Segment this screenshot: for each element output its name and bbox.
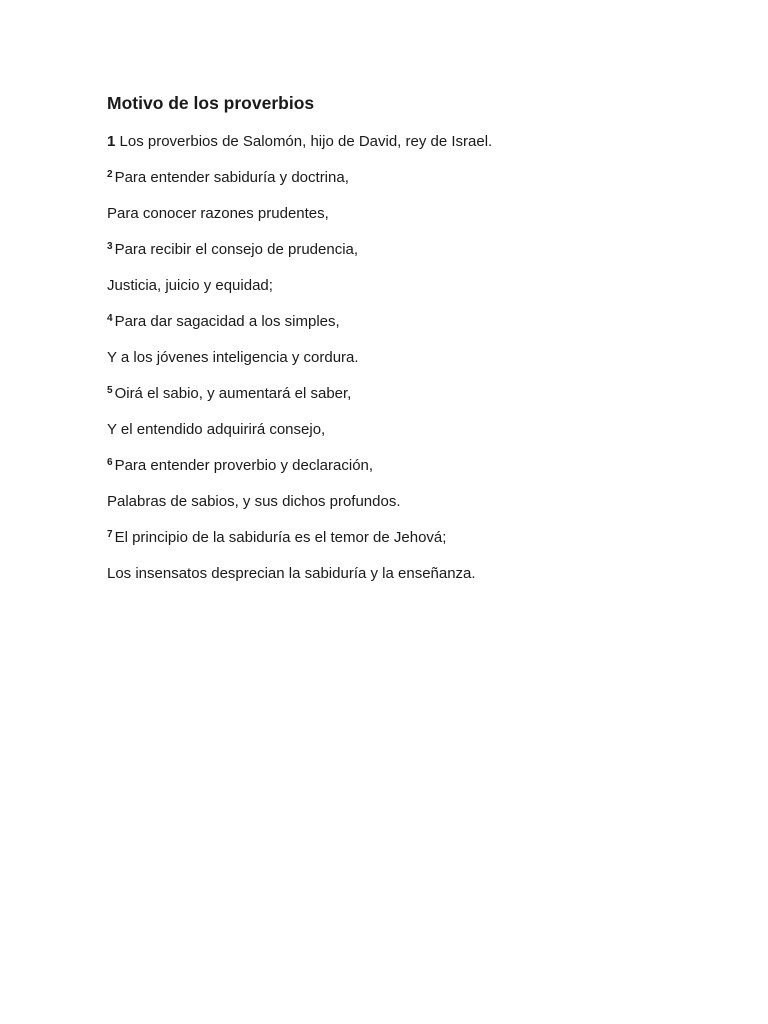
- verse-number: 7: [107, 529, 113, 540]
- verse-line-7: [107, 527, 727, 563]
- verse-text: Y a los jóvenes inteligencia y cordura.: [107, 349, 359, 366]
- verse-number: 5: [107, 385, 113, 396]
- verse-text: Para recibir el consejo de prudencia,: [114, 241, 359, 258]
- verse-line-continuation: [107, 563, 727, 599]
- verse-text: Y el entendido adquirirá consejo,: [107, 421, 326, 438]
- verse-list: [107, 131, 727, 599]
- section-heading: Motivo de los proverbios: [107, 93, 315, 113]
- verse-line-continuation: [107, 275, 727, 311]
- verse-text: Para dar sagacidad a los simples,: [114, 313, 340, 330]
- verse-line-continuation: [107, 419, 727, 455]
- verse-line-2: [107, 167, 727, 203]
- verse-text: El principio de la sabiduría es el temor de Jehová;: [114, 529, 447, 546]
- verse-number: 4: [107, 313, 113, 324]
- verse-line-3: [107, 239, 727, 275]
- verse-number: 2: [107, 169, 113, 180]
- verse-text: Los insensatos desprecian la sabiduría y la enseñanza.: [107, 565, 476, 582]
- verse-line-continuation: [107, 491, 727, 527]
- verse-text: Para entender sabiduría y doctrina,: [114, 169, 349, 186]
- verse-line-continuation: [107, 203, 727, 239]
- verse-line-4: [107, 311, 727, 347]
- verse-number: 3: [107, 241, 113, 252]
- verse-number: 6: [107, 457, 113, 468]
- verse-line-continuation: [107, 347, 727, 383]
- verse-text: Para conocer razones prudentes,: [107, 205, 329, 222]
- verse-number: 1: [107, 133, 116, 150]
- verse-text: Para entender proverbio y declaración,: [114, 457, 374, 474]
- verse-line-6: [107, 455, 727, 491]
- verse-text: Oirá el sabio, y aumentará el saber,: [114, 385, 352, 402]
- verse-text: Los proverbios de Salomón, hijo de David, rey de Israel.: [115, 133, 493, 150]
- verse-text: Palabras de sabios, y sus dichos profundos.: [107, 493, 401, 510]
- verse-line-5: [107, 383, 727, 419]
- verse-line-1: [107, 131, 727, 167]
- verse-text: Justicia, juicio y equidad;: [107, 277, 273, 294]
